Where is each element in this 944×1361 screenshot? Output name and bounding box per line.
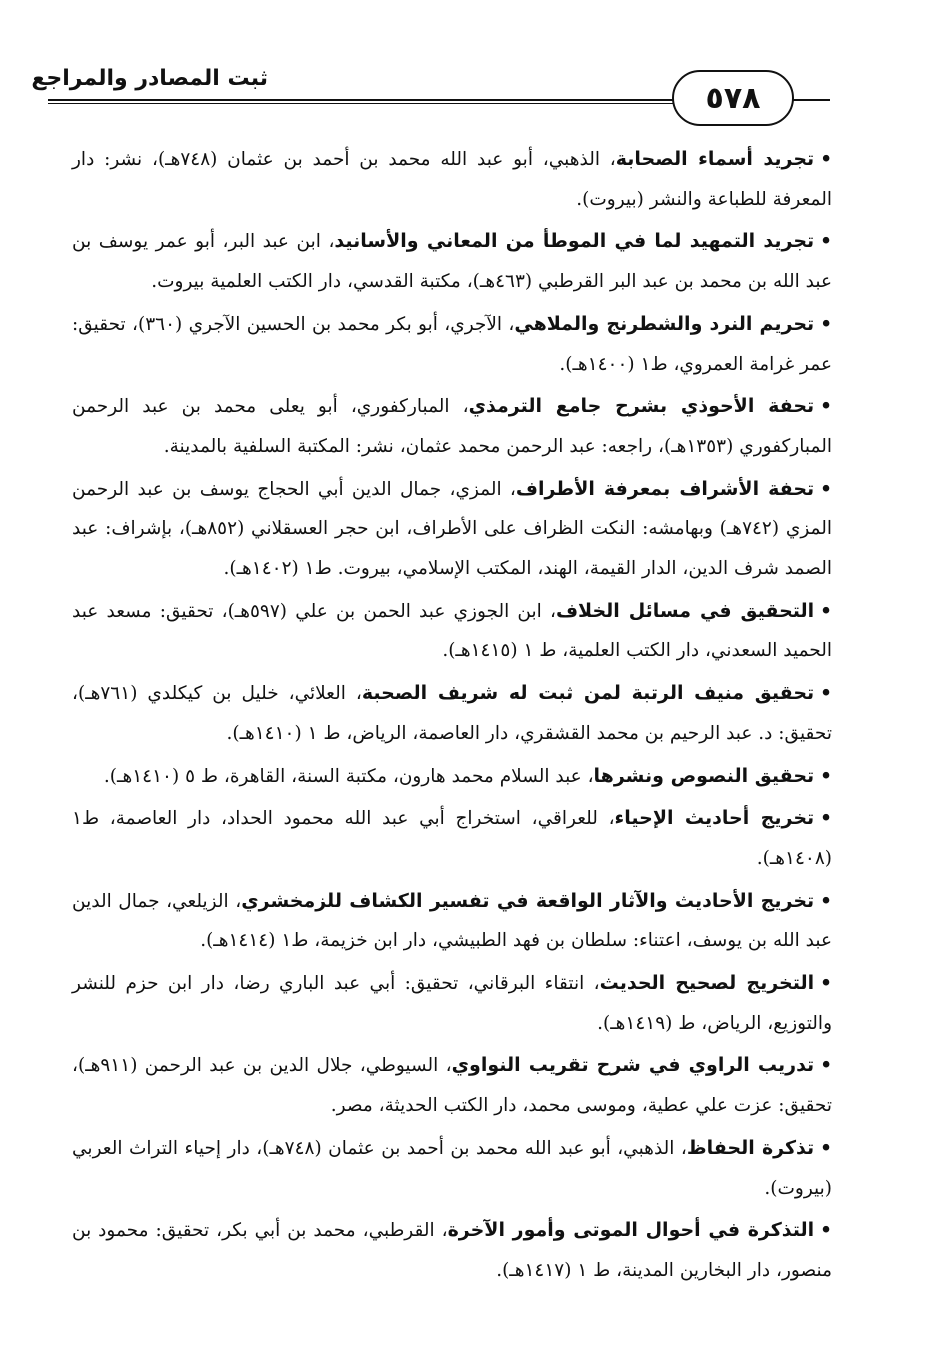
entry-detail: ، العلائي، خليل بن كيكلدي (٧٦١هـ)، تحقيق: د. عبد الرحيم بن محمد القشقري، دار العاصمة، الرياض، ط ١ (١٤١٠هـ).: [72, 683, 832, 744]
bibliography-entry: [72, 140, 832, 219]
entry-title: تدريب الراوي في شرح تقريب النواوي: [451, 1054, 815, 1077]
entry-detail: ، الزيلعي، جمال الدين عبد الله بن يوسف، اعتناء: سلطان بن فهد الطبيشي، دار ابن خزيمة، ط١ (١٤١٤هـ).: [72, 890, 832, 952]
bullet-icon: •: [820, 1220, 832, 1242]
entry-detail: ، عبد السلام محمد هارون، مكتبة السنة، القاهرة، ط ٥ (١٤١٠هـ).: [103, 765, 594, 787]
header-rule-thin: [48, 103, 688, 104]
entry-title: تحقيق النصوص ونشرها: [593, 764, 815, 787]
bibliography-entry: [72, 882, 832, 961]
bibliography-entry: [72, 674, 832, 753]
entry-detail: ، ابن الجوزي عبد الحمن بن علي (٥٩٧هـ)، تحقيق: مسعد عبد الحميد السعدني، دار الكتب العلمية، ط ١ (١٤١٥هـ).: [72, 600, 832, 662]
entry-detail: ، الآجري، أبو بكر محمد بن الحسين الآجري (٣٦٠)، تحقيق: عمر غرامة العمروي، ط١ (١٤٠٠هـ).: [72, 313, 832, 375]
bullet-icon: •: [820, 1055, 833, 1077]
bibliography-entry: [72, 1129, 832, 1208]
entry-title: التحقيق في مسائل الخلاف: [555, 599, 815, 622]
entry-detail: ، انتقاء البرقاني، تحقيق: أبي عبد الباري رضا، دار ابن حزم للنشر والتوزيع، الرياض، ط (١٤١٩هـ).: [72, 973, 832, 1034]
bibliography-entry: [72, 387, 832, 466]
entry-title: تجريد التمهيد لما في الموطأ من المعاني والأسانيد: [334, 230, 815, 253]
bibliography-entry: [72, 964, 832, 1043]
bullet-icon: •: [820, 231, 832, 253]
entry-title: تجريد أسماء الصحابة: [615, 148, 815, 170]
bullet-icon: •: [820, 973, 832, 995]
bibliography-entry: [72, 1211, 832, 1290]
entry-title: تخريج أحاديث الإحياء: [614, 807, 815, 830]
entry-detail: ، المزي، جمال الدين أبي الحجاج يوسف بن عبد الرحمن المزي (٧٤٢هـ) وبهامشه: النكت الظراف على الأطراف، ابن حجر العسقلاني (٨٥٢هـ)، بإشراف: عبد الصمد شرف الدين، الدار القيمة، الهند، المكتب الإسلامي، بيروت. ط١ (١٤٠٢هـ).: [72, 478, 832, 580]
entry-detail: ، الذهبي، أبو عبد الله محمد بن أحمد بن عثمان (٧٤٨هـ)، دار إحياء التراث العربي (بيروت).: [72, 1137, 832, 1199]
bullet-icon: •: [820, 808, 832, 830]
page-number-badge: [672, 70, 794, 126]
bullet-icon: •: [820, 149, 833, 170]
page-number: ٥٧٨: [705, 80, 761, 116]
entry-title: تخريج الأحاديث والآثار الواقعة في تفسير الكشاف للزمخشري: [241, 889, 815, 912]
bibliography-entry: [72, 757, 832, 797]
bullet-icon: •: [820, 600, 832, 622]
bibliography-entry: [72, 222, 832, 301]
entry-detail: ، السيوطي، جلال الدين بن عبد الرحمن (٩١١هـ)، تحقيق: عزت علي عطية، وموسى محمد، دار الكتب الحديثة، مصر.: [72, 1055, 832, 1117]
bullet-icon: •: [820, 890, 832, 912]
bibliography-entry: [72, 799, 832, 878]
entry-detail: ، القرطبي، محمد بن أبي بكر، تحقيق: محمود بن منصور، دار البخارين المدينة، ط ١ (١٤١٧هـ).: [72, 1220, 832, 1281]
entry-detail: ، المباركفوري، أبو يعلى محمد بن عبد الرحمن المباركفوري (١٣٥٣هـ)، راجعه: عبد الرحمن محمد عثمان، نشر: المكتبة السلفية بالمدينة.: [72, 396, 832, 457]
entry-detail: ، ابن عبد البر، أبو عمر يوسف بن عبد الله بن محمد بن عبد البر القرطبي (٤٦٣هـ)، مكتبة القدسي، دار الكتب العلمية بيروت.: [72, 231, 832, 293]
entry-title: تحفة الأحوذي بشرح جامع الترمذي: [468, 395, 815, 418]
entry-detail: ، للعراقي، استخراج أبي عبد الله محمود الحداد، دار العاصمة، ط١ (١٤٠٨هـ).: [72, 808, 832, 869]
bullet-icon: •: [820, 1137, 832, 1159]
bibliography-entry: [72, 592, 832, 671]
entry-title: تحفة الأشراف بمعرفة الأطراف: [515, 477, 815, 500]
bibliography-list: [72, 140, 832, 1294]
header-rule-right: [790, 99, 830, 101]
bullet-icon: •: [820, 313, 833, 335]
bibliography-entry: [72, 470, 832, 589]
bullet-icon: •: [820, 478, 832, 500]
bullet-icon: •: [820, 396, 832, 418]
entry-title: التذكرة في أحوال الموتى وأمور الآخرة: [447, 1219, 815, 1242]
bibliography-entry: [72, 1046, 832, 1125]
entry-title: التخريج لصحيح الحديث: [599, 972, 815, 995]
entry-detail: ، الذهبي، أبو عبد الله محمد بن أحمد بن عثمان (٧٤٨هـ)، نشر: دار المعرفة للطباعة والنشر (بيروت).: [72, 149, 832, 210]
entry-title: تذكرة الحفاظ: [686, 1136, 815, 1159]
bullet-icon: •: [820, 765, 832, 787]
running-title: ثبت المصادر والمراجع: [31, 66, 268, 91]
bullet-icon: •: [820, 683, 832, 705]
header-rule: [48, 99, 688, 101]
bibliography-entry: [72, 305, 832, 384]
entry-title: تحقيق منيف الرتبة لمن ثبت له شريف الصحبة: [361, 682, 815, 705]
entry-title: تحريم النرد والشطرنج والملاهي: [514, 312, 815, 335]
